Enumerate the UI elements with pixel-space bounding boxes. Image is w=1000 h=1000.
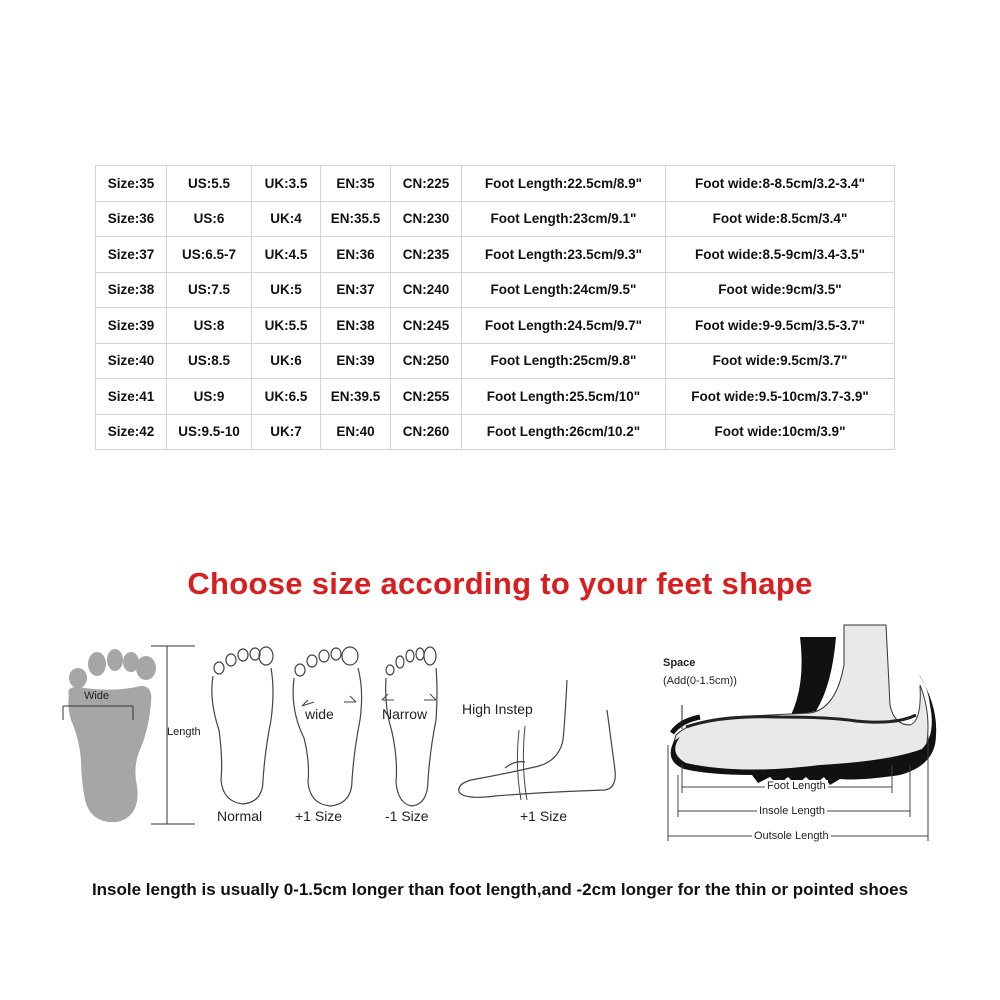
- table-cell: Foot Length:25cm/9.8": [462, 343, 666, 379]
- table-cell: Foot wide:9.5cm/3.7": [666, 343, 895, 379]
- table-row: [96, 272, 895, 308]
- insole-length-label: Insole Length: [759, 805, 826, 817]
- gray-foot-icon: [68, 649, 156, 822]
- table-cell: Foot Length:24.5cm/9.7": [462, 308, 666, 344]
- length-label: Length: [167, 726, 201, 738]
- table-cell: UK:7: [252, 414, 321, 450]
- table-cell: CN:235: [391, 237, 462, 273]
- table-cell: EN:38: [321, 308, 391, 344]
- table-cell: Foot Length:26cm/10.2": [462, 414, 666, 450]
- table-cell: UK:3.5: [252, 166, 321, 202]
- table-cell: Foot wide:9cm/3.5": [666, 272, 895, 308]
- foot-measure-diagram: [55, 640, 215, 840]
- table-cell: Size:37: [96, 237, 167, 273]
- table-cell: CN:240: [391, 272, 462, 308]
- table-cell: US:9: [167, 379, 252, 415]
- table-cell: UK:6: [252, 343, 321, 379]
- table-cell: UK:5: [252, 272, 321, 308]
- table-cell: Foot Length:24cm/9.5": [462, 272, 666, 308]
- table-cell: CN:255: [391, 379, 462, 415]
- table-cell: CN:250: [391, 343, 462, 379]
- table-cell: US:6: [167, 201, 252, 237]
- table-cell: Size:39: [96, 308, 167, 344]
- table-cell: EN:39: [321, 343, 391, 379]
- table-cell: Foot wide:8.5cm/3.4": [666, 201, 895, 237]
- foot-length-label: Foot Length: [767, 780, 826, 792]
- table-cell: EN:39.5: [321, 379, 391, 415]
- table-cell: US:7.5: [167, 272, 252, 308]
- table-cell: EN:35: [321, 166, 391, 202]
- table-row: [96, 237, 895, 273]
- table-cell: Size:35: [96, 166, 167, 202]
- normal-foot-icon: [205, 640, 285, 810]
- headline: Choose size according to your feet shape: [187, 566, 813, 601]
- high-instep-foot-icon: [455, 670, 620, 810]
- table-cell: UK:6.5: [252, 379, 321, 415]
- table-row: [96, 166, 895, 202]
- table-cell: Foot wide:9.5-10cm/3.7-3.9": [666, 379, 895, 415]
- table-cell: EN:37: [321, 272, 391, 308]
- table-cell: Size:36: [96, 201, 167, 237]
- table-cell: CN:225: [391, 166, 462, 202]
- space-sub-label: (Add(0-1.5cm)): [663, 675, 737, 687]
- wide-foot-icon: [290, 640, 370, 810]
- table-cell: Foot wide:8.5-9cm/3.4-3.5": [666, 237, 895, 273]
- table-cell: US:8.5: [167, 343, 252, 379]
- table-cell: Size:41: [96, 379, 167, 415]
- table-cell: Foot Length:23cm/9.1": [462, 201, 666, 237]
- table-cell: Foot wide:8-8.5cm/3.2-3.4": [666, 166, 895, 202]
- footnote: Insole length is usually 0-1.5cm longer than foot length,and -2cm longer for the thin or pointed shoes: [91, 880, 909, 899]
- table-cell: Foot Length:25.5cm/10": [462, 379, 666, 415]
- space-label: Space: [663, 657, 696, 669]
- wide-tag: wide: [305, 706, 334, 722]
- narrow-caption: -1 Size: [385, 808, 429, 824]
- table-row: [96, 308, 895, 344]
- table-cell: CN:230: [391, 201, 462, 237]
- table-cell: UK:4.5: [252, 237, 321, 273]
- narrow-tag: Narrow: [382, 706, 428, 722]
- table-cell: Foot Length:22.5cm/8.9": [462, 166, 666, 202]
- table-cell: US:5.5: [167, 166, 252, 202]
- table-row: [96, 414, 895, 450]
- table-cell: EN:40: [321, 414, 391, 450]
- wide-label: Wide: [84, 690, 110, 702]
- table-row: [96, 379, 895, 415]
- table-cell: Size:40: [96, 343, 167, 379]
- table-cell: EN:36: [321, 237, 391, 273]
- table-cell: Size:42: [96, 414, 167, 450]
- normal-caption: Normal: [217, 808, 263, 824]
- table-cell: Size:38: [96, 272, 167, 308]
- table-cell: Foot wide:9-9.5cm/3.5-3.7": [666, 308, 895, 344]
- table-cell: UK:5.5: [252, 308, 321, 344]
- high-instep-tag: High Instep: [462, 701, 533, 717]
- table-cell: Foot wide:10cm/3.9": [666, 414, 895, 450]
- table-row: [96, 343, 895, 379]
- size-table: [95, 165, 895, 450]
- table-cell: Foot Length:23.5cm/9.3": [462, 237, 666, 273]
- table-cell: CN:260: [391, 414, 462, 450]
- table-cell: UK:4: [252, 201, 321, 237]
- table-cell: US:9.5-10: [167, 414, 252, 450]
- table-cell: US:8: [167, 308, 252, 344]
- wide-caption: +1 Size: [295, 808, 343, 824]
- table-cell: US:6.5-7: [167, 237, 252, 273]
- narrow-foot-icon: [378, 640, 448, 810]
- outsole-length-label: Outsole Length: [754, 830, 829, 842]
- shoe-cross-section-icon: [660, 625, 940, 855]
- table-cell: CN:245: [391, 308, 462, 344]
- table-row: [96, 201, 895, 237]
- table-cell: EN:35.5: [321, 201, 391, 237]
- high-instep-caption: +1 Size: [520, 808, 568, 824]
